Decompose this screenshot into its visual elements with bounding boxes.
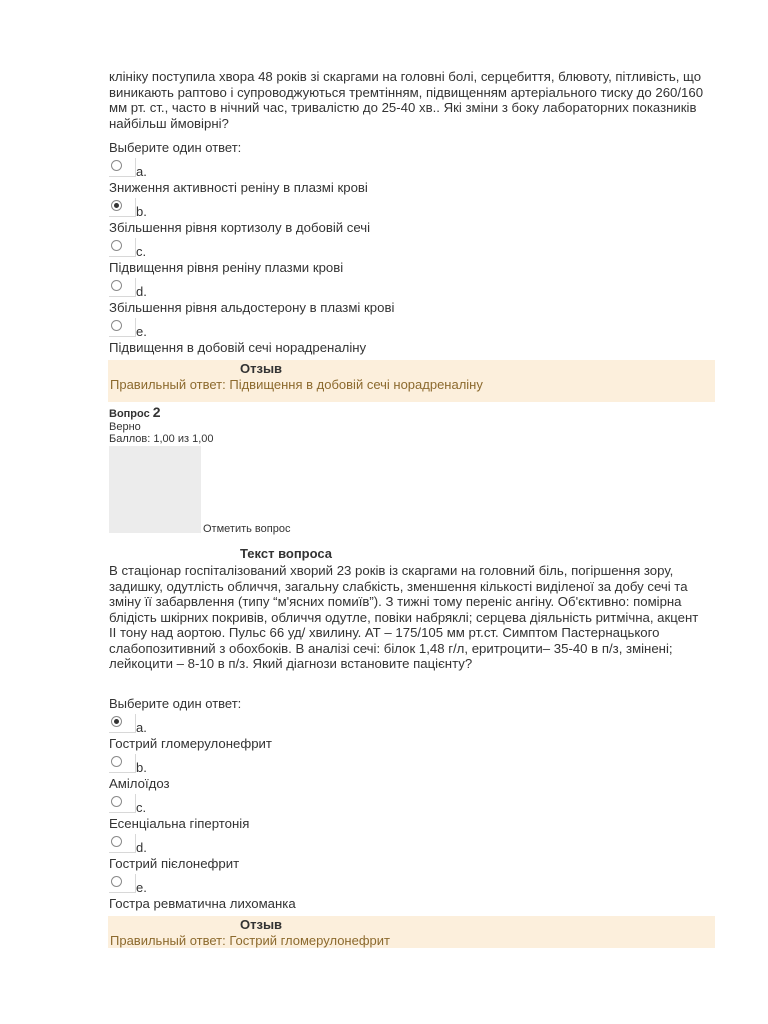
question-2-text: В стаціонар госпіталізований хворий 23 років із скаргами на головний біль, погіршення зору, задишку, одутлість обличчя, загальну слабкість, зменшення кількості виділеної за добу сечі та зміну її забарвлення (типу “м'ясних помиїв”). З тижні тому переніс ангіну. Об'єктивно: помірна блідість шкірних покривів, обличчя одутле, повіки набряклі; серцева діяльність ритмічна, акцент II тону над аортою. Пульс 66 уд/ хвилину. АТ – 175/105 мм рт.ст. Симптом Пастернацького слабопозитивний з обохбоків. В аналізі сечі: білок 1,48 г/л, еритроцити– 35-40 в п/з, змінені; лейкоцити – 8-10 в п/з. Який діагнози встановите пацієнту? — [109, 563, 699, 671]
q2-option-e-letter: e. — [136, 880, 147, 895]
flag-box — [109, 446, 201, 533]
q2-option-c-letter: c. — [136, 800, 147, 815]
question-2-score: Баллов: 1,00 из 1,00 — [109, 433, 214, 445]
q1-option-b-radio[interactable] — [109, 198, 136, 217]
radio-icon — [111, 876, 122, 887]
q1-correct-answer: Правильный ответ: Підвищення в добовій сечі норадреналіну — [110, 377, 483, 392]
q2-option-c-text[interactable]: Есенціальна гіпертонія — [109, 816, 250, 831]
q2-option-b-radio[interactable] — [109, 754, 136, 773]
question-label: Вопрос — [109, 408, 150, 420]
question-2-number — [109, 404, 161, 420]
radio-selected-icon — [111, 716, 122, 727]
q1-option-d-letter: d. — [136, 284, 147, 299]
q2-option-b-letter: b. — [136, 760, 147, 775]
q1-option-a-text[interactable]: Зниження активності реніну в плазмі крові — [109, 180, 368, 195]
radio-selected-icon — [111, 200, 122, 211]
q1-feedback-title: Отзыв — [240, 361, 283, 376]
q1-option-c-letter: c. — [136, 244, 147, 259]
q2-option-a-letter: a. — [136, 720, 147, 735]
q2-option-e-text[interactable]: Гостра ревматична лихоманка — [109, 896, 296, 911]
q2-option-a-radio[interactable] — [109, 714, 136, 733]
flag-question-link[interactable]: Отметить вопрос — [203, 523, 291, 535]
q2-correct-answer: Правильный ответ: Гострий гломерулонефрит — [110, 933, 390, 948]
q1-option-c-radio[interactable] — [109, 238, 136, 257]
radio-icon — [111, 280, 122, 291]
q1-feedback — [108, 360, 715, 402]
radio-icon — [111, 796, 122, 807]
q2-option-a-text[interactable]: Гострий гломерулонефрит — [109, 736, 272, 751]
radio-icon — [111, 756, 122, 767]
q2-option-d-letter: d. — [136, 840, 147, 855]
q2-feedback — [108, 916, 715, 948]
q1-option-e-letter: e. — [136, 324, 147, 339]
q1-option-e-radio[interactable] — [109, 318, 136, 337]
q1-option-c-text[interactable]: Підвищення рівня реніну плазми крові — [109, 260, 344, 275]
q1-option-e-text[interactable]: Підвищення в добовій сечі норадреналіну — [109, 340, 367, 355]
q2-option-d-radio[interactable] — [109, 834, 136, 853]
q1-option-a-letter: a. — [136, 164, 147, 179]
q1-option-b-letter: b. — [136, 204, 147, 219]
q2-option-b-text[interactable]: Амілоїдоз — [109, 776, 170, 791]
question-1-prompt: Выберите один ответ: — [109, 140, 242, 155]
question-2-state: Верно — [109, 421, 141, 433]
radio-icon — [111, 240, 122, 251]
question-1-text: клініку поступила хвора 48 років зі скаргами на головні болі, серцебиття, блювоту, пітливість, що виникають раптово і супроводжуються тремтінням, підвищенням артеріального тиску до 260/160 мм рт. ст., часто в нічний час, тривалістю до 25-40 хв.. Які зміни з боку лабораторних показників найбільш ймовірні? — [109, 69, 704, 131]
q1-option-d-radio[interactable] — [109, 278, 136, 297]
question-2-prompt: Выберите один ответ: — [109, 696, 242, 711]
q1-option-a-radio[interactable] — [109, 158, 136, 177]
question-2-text-heading: Текст вопроса — [240, 546, 333, 561]
radio-icon — [111, 320, 122, 331]
q1-option-d-text[interactable]: Збільшення рівня альдостерону в плазмі крові — [109, 300, 395, 315]
q2-option-c-radio[interactable] — [109, 794, 136, 813]
q2-feedback-title: Отзыв — [240, 917, 283, 932]
question-number: 2 — [152, 404, 161, 420]
q2-option-d-text[interactable]: Гострий пієлонефрит — [109, 856, 240, 871]
q1-option-b-text[interactable]: Збільшення рівня кортизолу в добовій сечі — [109, 220, 371, 235]
radio-icon — [111, 160, 122, 171]
q2-option-e-radio[interactable] — [109, 874, 136, 893]
radio-icon — [111, 836, 122, 847]
